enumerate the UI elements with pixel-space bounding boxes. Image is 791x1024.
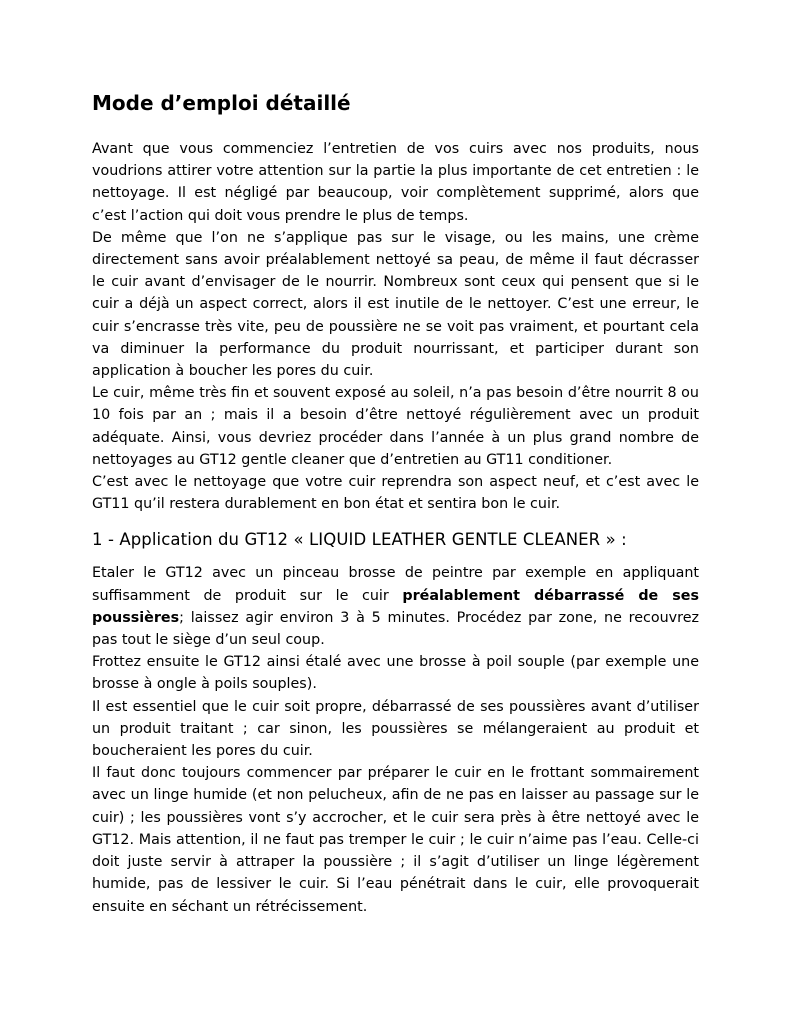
section-1-paragraph-2: Frottez ensuite le GT12 ainsi étalé avec une brosse à poil souple (par exemple une brosse à ongle à poils souples).	[92, 654, 699, 693]
section-1-paragraph-4: Il faut donc toujours commencer par préparer le cuir en le frottant sommairement avec un linge humide (et non pelucheux, afin de ne pas en laisser au passage sur le cuir) ; les poussières vont s’y accrocher, et le cuir sera près à être nettoyé avec le GT12. Mais attention, il ne faut pas tremper le cuir ; le cuir n’aime pas l’eau. Celle-ci doit juste servir à attraper la poussière ; il s’agit d’utiliser un linge légèrement humide, pas de lessiver le cuir. Si l’eau pénétrait dans le cuir, elle provoquerait ensuite en séchant un rétrécissement.	[92, 765, 699, 915]
section-1-paragraph-1-emphasis: préalablement débarrassé de ses poussières	[92, 587, 699, 626]
section-1-paragraph-3: Il est essentiel que le cuir soit propre, débarrassé de ses poussières avant d’utiliser un produit traitant ; car sinon, les poussières se mélangeraient au produit et boucheraient les pores du cuir.	[92, 698, 699, 760]
intro-paragraph-2: De même que l’on ne s’applique pas sur le visage, ou les mains, une crème directement sans avoir préalablement nettoyé sa peau, de même il faut décrasser le cuir avant d’envisager de le nourrir. Nombreux sont ceux qui pensent que si le cuir a déjà un aspect correct, alors il est inutile de le nettoyer. C’est une erreur, le cuir s’encrasse très vite, peu de poussière ne se voit pas vraiment, et pourtant cela va diminuer la performance du produit nourrissant, et participer durant son application à boucher les pores du cuir.	[92, 229, 699, 380]
section-1-body	[92, 562, 699, 917]
document-page	[92, 88, 699, 918]
intro-section	[92, 138, 699, 515]
page-title: Mode d’emploi détaillé	[92, 91, 351, 115]
section-1-heading: 1 - Application du GT12 « LIQUID LEATHER GENTLE CLEANER » :	[92, 530, 627, 550]
section-1-paragraph-1-start: Etaler le GT12 avec un pinceau brosse de peintre par exemple en appliquant suffisamment de produit sur le cuir	[92, 565, 699, 604]
intro-paragraph-4: C’est avec le nettoyage que votre cuir reprendra son aspect neuf, et c’est avec le GT11 qu’il restera durablement en bon état et sentira bon le cuir.	[92, 474, 699, 513]
section-1-paragraph-1-end: ; laissez agir environ 3 à 5 minutes. Procédez par zone, ne recouvrez pas tout le siège d’un seul coup.	[92, 609, 699, 649]
intro-paragraph-3: Le cuir, même très fin et souvent exposé au soleil, n’a pas besoin d’être nourrit 8 ou 10 fois par an ; mais il a besoin d’être nettoyé régulièrement avec un produit adéquate. Ainsi, vous devriez procéder dans l’année à un plus grand nombre de nettoyages au GT12 gentle cleaner que d’entretien au GT11 conditioner.	[92, 385, 699, 468]
section-1-paragraph-1	[92, 562, 699, 651]
intro-paragraph-1: Avant que vous commenciez l’entretien de vos cuirs avec nos produits, nous voudrions attirer votre attention sur la partie la plus importante de cet entretien : le nettoyage. Il est négligé par beaucoup, voir complètement supprimé, alors que c’est l’action qui doit vous prendre le plus de temps.	[92, 141, 699, 224]
